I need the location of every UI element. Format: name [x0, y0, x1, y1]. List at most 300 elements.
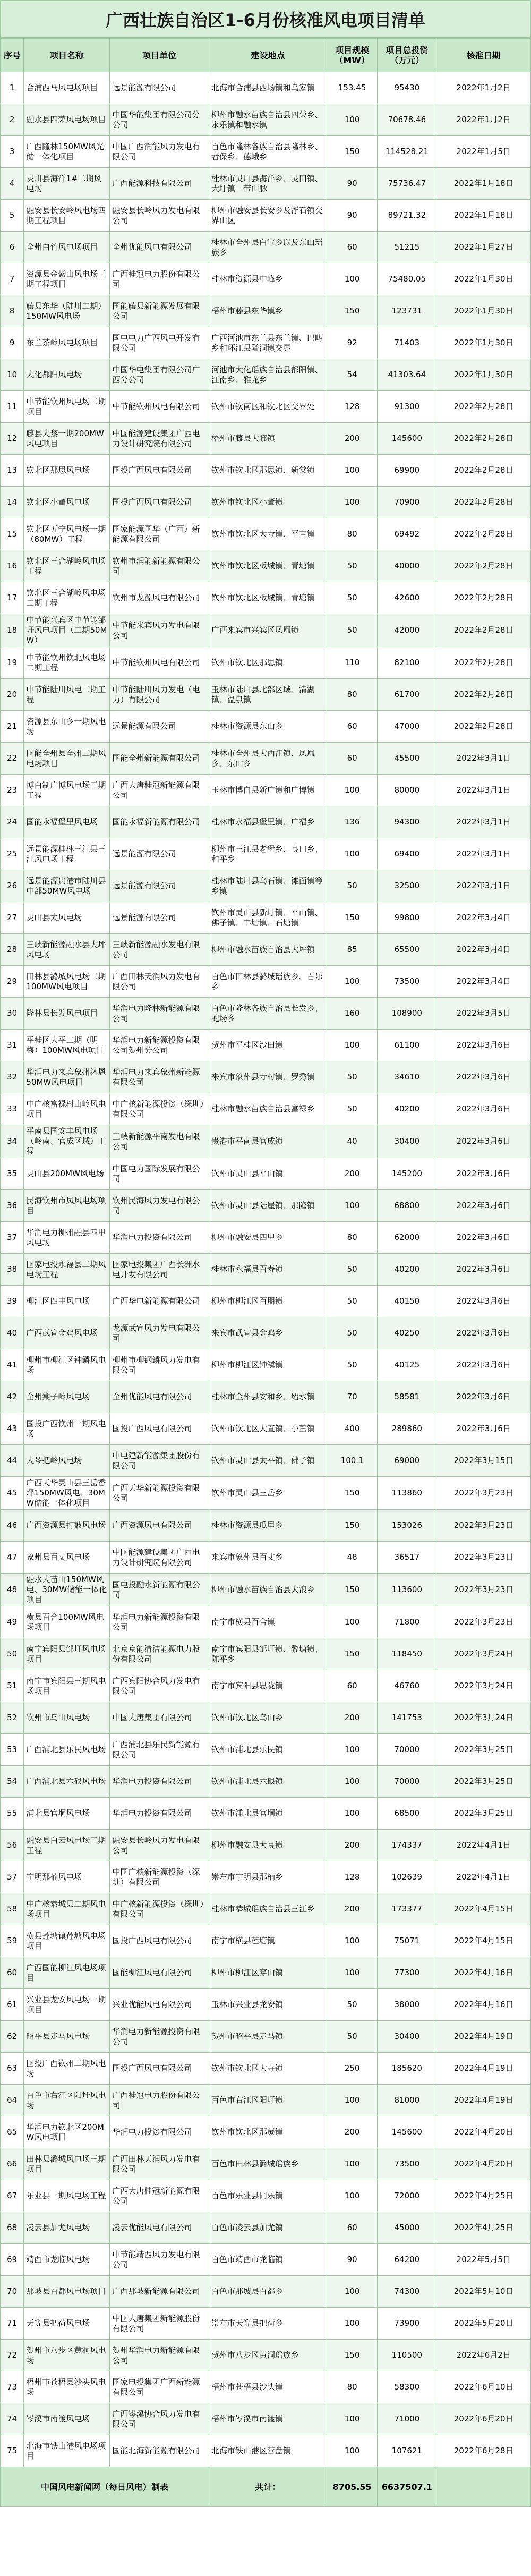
cell-capacity: 150 — [327, 295, 377, 327]
cell-location: 钦州市钦北区板城镇、青塘镇 — [209, 550, 327, 582]
cell-location: 桂林市恭城瑶族自治县三江乡 — [209, 1893, 327, 1925]
cell-investment: 71800 — [378, 1606, 436, 1638]
cell-investment: 51215 — [378, 232, 436, 263]
cell-investment: 65500 — [378, 934, 436, 966]
cell-capacity: 150 — [327, 136, 377, 168]
cell-investment: 153026 — [378, 1510, 436, 1542]
cell-location: 钦州市钦北区那蒙镇 — [209, 2116, 327, 2148]
cell-company: 贺州华润电力新能源有限公司 — [110, 2340, 209, 2371]
cell-capacity: 100 — [327, 263, 377, 295]
cell-approval-date: 2022年3月24日 — [436, 1638, 531, 1670]
cell-investment: 30400 — [378, 2021, 436, 2053]
cell-index: 72 — [1, 2340, 24, 2371]
cell-capacity: 60 — [327, 711, 377, 743]
cell-location: 贺州市昭平县走马镇 — [209, 2021, 327, 2053]
cell-capacity: 48 — [327, 1542, 377, 1574]
cell-approval-date: 2022年2月28日 — [436, 679, 531, 711]
cell-project-name: 钦北区那思风电场 — [24, 455, 110, 487]
cell-approval-date: 2022年2月28日 — [436, 582, 531, 614]
cell-investment: 61700 — [378, 679, 436, 711]
cell-index: 3 — [1, 136, 24, 168]
cell-location: 柳州市融安县大良镇 — [209, 1830, 327, 1861]
cell-index: 39 — [1, 1286, 24, 1317]
cell-investment: 71000 — [378, 2403, 436, 2435]
cell-capacity: 400 — [327, 1413, 377, 1445]
cell-index: 56 — [1, 1830, 24, 1861]
cell-location: 桂林市全州县大西江镇、凤凰乡、东山乡 — [209, 743, 327, 775]
cell-index: 15 — [1, 518, 24, 550]
cell-investment: 73500 — [378, 966, 436, 998]
cell-investment: 107621 — [378, 2435, 436, 2467]
cell-company: 国投广西风电有限公司 — [110, 455, 209, 487]
cell-index: 55 — [1, 1798, 24, 1830]
cell-capacity: 80 — [327, 2371, 377, 2403]
cell-location: 梧州市岑溪市南渡镇 — [209, 2403, 327, 2435]
cell-location: 桂林市陆川县乌石镇、滩面镇等乡镇 — [209, 870, 327, 902]
cell-project-name: 灵山县太风电场 — [24, 902, 110, 934]
table-row — [1, 1861, 531, 1893]
cell-index: 12 — [1, 423, 24, 455]
cell-capacity: 160 — [327, 998, 377, 1030]
cell-location: 柳州市融安县四甲乡 — [209, 1222, 327, 1254]
cell-location: 百色市靖西市龙临镇 — [209, 2244, 327, 2276]
cell-project-name: 融水县四荣风电场项目 — [24, 104, 110, 136]
cell-location: 钦州市灵山县三岳乡 — [209, 1477, 327, 1510]
cell-investment: 108900 — [378, 998, 436, 1030]
footer-source: 中国风电新闻网（每日风电）制表 — [1, 2467, 209, 2507]
cell-index: 65 — [1, 2116, 24, 2148]
cell-location: 钦州市钦北区大直镇、小董镇 — [209, 1413, 327, 1445]
cell-company: 国投广西风电有限公司 — [110, 487, 209, 518]
cell-approval-date: 2022年3月4日 — [436, 902, 531, 934]
cell-investment: 110500 — [378, 2340, 436, 2371]
table-row — [1, 168, 531, 200]
cell-location: 钦州市浦北县乐民镇 — [209, 1734, 327, 1766]
cell-company: 华润电力新能源投资有限公司 — [110, 2021, 209, 2053]
cell-location: 桂林市资源县瓜里乡 — [209, 1510, 327, 1542]
cell-location: 贺州市平桂区沙田镇 — [209, 1030, 327, 1061]
cell-approval-date: 2022年3月5日 — [436, 998, 531, 1030]
cell-index: 5 — [1, 200, 24, 232]
cell-company: 远景能源有限公司 — [110, 838, 209, 870]
cell-approval-date: 2022年3月25日 — [436, 1766, 531, 1798]
cell-approval-date: 2022年3月1日 — [436, 806, 531, 838]
cell-location: 广西河池市东兰县东兰镇、巴畴乡和环江县隘洞镇交界 — [209, 327, 327, 359]
cell-investment: 64200 — [378, 2244, 436, 2276]
cell-project-name: 全州白竹风电场项目 — [24, 232, 110, 263]
table-row — [1, 1542, 531, 1574]
cell-location: 柳州市融水苗族自治县大坪镇 — [209, 934, 327, 966]
cell-capacity: 40 — [327, 1125, 377, 1158]
cell-capacity: 100 — [327, 2085, 377, 2116]
cell-location: 桂林市永福县百寿镇 — [209, 1254, 327, 1286]
cell-index: 68 — [1, 2212, 24, 2244]
cell-index: 45 — [1, 1477, 24, 1510]
cell-project-name: 远景能源贵港市陆川县中部50MW风电场 — [24, 870, 110, 902]
cell-approval-date: 2022年1月30日 — [436, 295, 531, 327]
cell-location: 百色市隆林各族自治县隆林乡、者保乡、德峨乡 — [209, 136, 327, 168]
cell-approval-date: 2022年3月6日 — [436, 1030, 531, 1061]
table-row — [1, 2021, 531, 2053]
cell-location: 钦州市钦北区乌山乡 — [209, 1702, 327, 1734]
cell-company: 国投广西风电有限公司 — [110, 1413, 209, 1445]
cell-investment: 58300 — [378, 2371, 436, 2403]
cell-index: 73 — [1, 2371, 24, 2403]
cell-approval-date: 2022年3月4日 — [436, 966, 531, 998]
cell-company: 钦州民海风力发电有限公司 — [110, 1190, 209, 1222]
cell-capacity: 150 — [327, 902, 377, 934]
cell-index: 17 — [1, 582, 24, 614]
table-row — [1, 2340, 531, 2371]
cell-capacity: 50 — [327, 2021, 377, 2053]
cell-project-name: 国能永福堡里风电场 — [24, 806, 110, 838]
cell-project-name: 钦北区三合湖岭风电场工程 — [24, 550, 110, 582]
cell-investment: 89721.32 — [378, 200, 436, 232]
cell-investment: 69492 — [378, 518, 436, 550]
cell-project-name: 天等县把荷风电场 — [24, 2308, 110, 2340]
cell-index: 62 — [1, 2021, 24, 2053]
cell-approval-date: 2022年4月19日 — [436, 2021, 531, 2053]
cell-company: 中国能源建设集团广西电力设计研究院有限公司 — [110, 423, 209, 455]
cell-capacity: 136 — [327, 806, 377, 838]
cell-company: 中电建新能源集团股份有限公司 — [110, 1445, 209, 1477]
table-row — [1, 679, 531, 711]
table-row — [1, 104, 531, 136]
cell-project-name: 合浦西马风电场项目 — [24, 72, 110, 104]
cell-approval-date: 2022年3月23日 — [436, 1606, 531, 1638]
table-row — [1, 1830, 531, 1861]
footer-total-label: 共计： — [209, 2467, 327, 2507]
table-row — [1, 934, 531, 966]
cell-approval-date: 2022年1月5日 — [436, 136, 531, 168]
cell-index: 44 — [1, 1445, 24, 1477]
cell-index: 59 — [1, 1925, 24, 1957]
table-row — [1, 1734, 531, 1766]
cell-company: 龙源武宣风力发电有限公司 — [110, 1317, 209, 1349]
table-row — [1, 1702, 531, 1734]
cell-location: 柳州市柳江区穿山镇 — [209, 1957, 327, 1989]
cell-location: 南宁市横县百合镇 — [209, 1606, 327, 1638]
cell-investment: 36517 — [378, 1542, 436, 1574]
cell-index: 40 — [1, 1317, 24, 1349]
cell-company: 广西田林天润风力发电有限公司 — [110, 2148, 209, 2180]
cell-company: 国投广西风电有限公司 — [110, 1925, 209, 1957]
table-row — [1, 775, 531, 806]
cell-investment: 46760 — [378, 1670, 436, 1702]
cell-index: 58 — [1, 1893, 24, 1925]
cell-project-name: 隆林县长发风电项目 — [24, 998, 110, 1030]
cell-location: 桂林市融水苗族自治县富禄乡 — [209, 1093, 327, 1125]
table-row — [1, 1030, 531, 1061]
cell-company: 广西浦北县乐民新能源有限公司 — [110, 1734, 209, 1766]
cell-capacity: 60 — [327, 1670, 377, 1702]
header-index: 序号 — [1, 39, 24, 72]
cell-index: 27 — [1, 902, 24, 934]
cell-location: 南宁市宾阳县思陇镇 — [209, 1670, 327, 1702]
cell-index: 43 — [1, 1413, 24, 1445]
cell-capacity: 100 — [327, 1798, 377, 1830]
cell-project-name: 横县百合100MW风电场项目 — [24, 1606, 110, 1638]
cell-approval-date: 2022年2月28日 — [436, 550, 531, 582]
cell-project-name: 华润电力柳州融县四甲风电场 — [24, 1222, 110, 1254]
cell-project-name: 田林县潞城风电场二期100MW风电项目 — [24, 966, 110, 998]
cell-project-name: 中节能陆川风电二期工程 — [24, 679, 110, 711]
cell-approval-date: 2022年2月28日 — [436, 423, 531, 455]
cell-index: 13 — [1, 455, 24, 487]
cell-approval-date: 2022年4月1日 — [436, 1861, 531, 1893]
table-row — [1, 870, 531, 902]
cell-approval-date: 2022年1月18日 — [436, 168, 531, 200]
table-row — [1, 72, 531, 104]
cell-investment: 40250 — [378, 1317, 436, 1349]
cell-project-name: 南宁宾阳县邹圩风电场项目 — [24, 1638, 110, 1670]
cell-project-name: 兴业县龙安风电场一期项目 — [24, 1989, 110, 2021]
cell-investment: 61100 — [378, 1030, 436, 1061]
cell-approval-date: 2022年2月28日 — [436, 391, 531, 423]
cell-capacity: 200 — [327, 1893, 377, 1925]
cell-investment: 145200 — [378, 1158, 436, 1190]
cell-index: 11 — [1, 391, 24, 423]
cell-project-name: 中节能钦州钦北风电场二期工程 — [24, 647, 110, 679]
cell-capacity: 100 — [327, 1766, 377, 1798]
cell-index: 61 — [1, 1989, 24, 2021]
cell-index: 46 — [1, 1510, 24, 1542]
cell-approval-date: 2022年2月28日 — [436, 487, 531, 518]
header-approval-date: 核准日期 — [436, 39, 531, 72]
cell-project-name: 融水大苗山150MW风电、30MW储能一体化项目 — [24, 1574, 110, 1606]
cell-approval-date: 2022年3月6日 — [436, 1222, 531, 1254]
cell-capacity: 50 — [327, 614, 377, 647]
cell-capacity: 150 — [327, 1477, 377, 1510]
cell-capacity: 150 — [327, 1638, 377, 1670]
table-row — [1, 1766, 531, 1798]
cell-approval-date: 2022年2月28日 — [436, 647, 531, 679]
cell-index: 30 — [1, 998, 24, 1030]
cell-company: 中国华电集团有限公司广西分公司 — [110, 359, 209, 391]
cell-location: 北海市合浦县西场镇和乌家镇 — [209, 72, 327, 104]
cell-index: 54 — [1, 1766, 24, 1798]
cell-capacity: 50 — [327, 1061, 377, 1093]
cell-capacity: 100 — [327, 775, 377, 806]
cell-capacity: 153.45 — [327, 72, 377, 104]
cell-capacity: 50 — [327, 1349, 377, 1381]
table-row — [1, 423, 531, 455]
cell-project-name: 靖西市龙临风电场 — [24, 2244, 110, 2276]
cell-capacity: 50 — [327, 1989, 377, 2021]
cell-index: 64 — [1, 2085, 24, 2116]
cell-approval-date: 2022年4月20日 — [436, 2148, 531, 2180]
cell-approval-date: 2022年3月6日 — [436, 1190, 531, 1222]
cell-investment: 70000 — [378, 1734, 436, 1766]
cell-company: 广西桂冠电力股份有限公司 — [110, 2085, 209, 2116]
cell-capacity: 250 — [327, 2053, 377, 2085]
cell-approval-date: 2022年2月28日 — [436, 614, 531, 647]
cell-location: 梧州市苍梧县沙头镇 — [209, 2371, 327, 2403]
cell-investment: 123731 — [378, 295, 436, 327]
cell-index: 50 — [1, 1638, 24, 1670]
cell-company: 广西华电新能源有限公司 — [110, 1286, 209, 1317]
table-row — [1, 1286, 531, 1317]
cell-project-name: 国投广西钦州一期风电场 — [24, 1413, 110, 1445]
cell-company: 柳州市柳钢鳞风力发电有限公司 — [110, 1349, 209, 1381]
cell-investment: 99800 — [378, 902, 436, 934]
cell-approval-date: 2022年6月10日 — [436, 2371, 531, 2403]
cell-project-name: 柳州市柳江区钟鳞风电场 — [24, 1349, 110, 1381]
table-row — [1, 1957, 531, 1989]
cell-approval-date: 2022年3月6日 — [436, 1286, 531, 1317]
cell-project-name: 百色市右江区阳圩风电场 — [24, 2085, 110, 2116]
cell-investment: 40000 — [378, 550, 436, 582]
cell-location: 贺州市八步区黄洞瑶族乡 — [209, 2340, 327, 2371]
cell-investment: 118450 — [378, 1638, 436, 1670]
cell-index: 41 — [1, 1349, 24, 1381]
cell-capacity: 150 — [327, 2340, 377, 2371]
cell-index: 14 — [1, 487, 24, 518]
cell-capacity: 100 — [327, 2435, 377, 2467]
cell-location: 来宾市武宣县金鸡乡 — [209, 1317, 327, 1349]
cell-index: 60 — [1, 1957, 24, 1989]
cell-investment: 74300 — [378, 2276, 436, 2308]
cell-company: 中国大唐集团有限公司 — [110, 1702, 209, 1734]
cell-investment: 73900 — [378, 2308, 436, 2340]
cell-approval-date: 2022年3月23日 — [436, 1510, 531, 1542]
cell-company: 融安县长岭风力发电有限公司 — [110, 1830, 209, 1861]
cell-investment: 40200 — [378, 1093, 436, 1125]
cell-investment: 185620 — [378, 2053, 436, 2085]
cell-index: 7 — [1, 263, 24, 295]
cell-location: 南宁市横县莲塘镇 — [209, 1925, 327, 1957]
cell-index: 19 — [1, 647, 24, 679]
cell-company: 广西岑溪协合风力发电有限公司 — [110, 2403, 209, 2435]
header-company: 项目单位 — [110, 39, 209, 72]
cell-index: 23 — [1, 775, 24, 806]
cell-location: 来宾市象州县百丈乡 — [209, 1542, 327, 1574]
table-row — [1, 2308, 531, 2340]
cell-approval-date: 2022年3月6日 — [436, 1061, 531, 1093]
cell-company: 国家能源国华（广西）新能源有限公司 — [110, 518, 209, 550]
table-row — [1, 1093, 531, 1125]
cell-project-name: 广西国能柳江风电场项目 — [24, 1957, 110, 1989]
cell-approval-date: 2022年3月1日 — [436, 838, 531, 870]
cell-location: 玉林市兴业县龙安镇 — [209, 1989, 327, 2021]
cell-capacity: 50 — [327, 1254, 377, 1286]
cell-capacity: 100 — [327, 1030, 377, 1061]
cell-investment: 174337 — [378, 1830, 436, 1861]
cell-location: 百色市隆林各族自治县长发乡、蛇场乡 — [209, 998, 327, 1030]
cell-approval-date: 2022年4月16日 — [436, 1989, 531, 2021]
cell-index: 10 — [1, 359, 24, 391]
cell-index: 16 — [1, 550, 24, 582]
cell-project-name: 全州棠子岭风电场 — [24, 1381, 110, 1413]
cell-approval-date: 2022年3月15日 — [436, 1445, 531, 1477]
cell-capacity: 100 — [327, 104, 377, 136]
cell-index: 42 — [1, 1381, 24, 1413]
cell-project-name: 融安县白云风电场三期工程 — [24, 1830, 110, 1861]
cell-index: 74 — [1, 2403, 24, 2435]
cell-index: 51 — [1, 1670, 24, 1702]
cell-investment: 40150 — [378, 1286, 436, 1317]
cell-location: 柳州市融水苗族自治县四荣乡、永乐镇和融水镇 — [209, 104, 327, 136]
cell-capacity: 200 — [327, 2116, 377, 2148]
table-row — [1, 1510, 531, 1542]
table-row — [1, 1254, 531, 1286]
cell-project-name: 昭平县走马风电场 — [24, 2021, 110, 2053]
cell-company: 广西田林天润风力发电有限公司 — [110, 966, 209, 998]
cell-company: 远景能源有限公司 — [110, 72, 209, 104]
cell-index: 18 — [1, 614, 24, 647]
table-row — [1, 1670, 531, 1702]
cell-company: 钦州市龙源风电有限公司 — [110, 582, 209, 614]
cell-capacity: 100 — [327, 2403, 377, 2435]
cell-location: 梧州市藤县东华镇乡 — [209, 295, 327, 327]
cell-location: 桂林市资源县东山乡 — [209, 711, 327, 743]
cell-company: 中节能靖西风力发电有限公司 — [110, 2244, 209, 2276]
cell-investment: 75736.47 — [378, 168, 436, 200]
cell-company: 全州优能风电有限公司 — [110, 232, 209, 263]
cell-investment: 102639 — [378, 1861, 436, 1893]
cell-project-name: 华润电力钦北区200MW风电项目 — [24, 2116, 110, 2148]
cell-index: 31 — [1, 1030, 24, 1061]
table-row — [1, 614, 531, 647]
cell-company: 华润电力投资有限公司 — [110, 1222, 209, 1254]
cell-index: 75 — [1, 2435, 24, 2467]
cell-project-name: 三峡新能源融水县大坪风电场 — [24, 934, 110, 966]
cell-investment: 70900 — [378, 487, 436, 518]
cell-company: 国投广西风电有限公司 — [110, 2053, 209, 2085]
cell-project-name: 资源县东山乡一期风电场 — [24, 711, 110, 743]
cell-capacity: 50 — [327, 1093, 377, 1125]
cell-project-name: 中广核富禄村山岭风电项目 — [24, 1093, 110, 1125]
cell-project-name: 钦州市乌山风电场 — [24, 1702, 110, 1734]
cell-index: 53 — [1, 1734, 24, 1766]
cell-index: 6 — [1, 232, 24, 263]
cell-company: 国家电投集团广西新能源有限公司 — [110, 2371, 209, 2403]
cell-location: 钦州市钦南区和钦北区交界处 — [209, 391, 327, 423]
cell-location: 柳州市柳江区百朋镇 — [209, 1286, 327, 1317]
cell-project-name: 广西资源县打鼓风电场 — [24, 1510, 110, 1542]
cell-company: 广西那坡新能源有限公司 — [110, 2276, 209, 2308]
cell-capacity: 150 — [327, 1574, 377, 1606]
cell-approval-date: 2022年2月28日 — [436, 455, 531, 487]
cell-project-name: 岑溪市南渡风电场 — [24, 2403, 110, 2435]
cell-investment: 69400 — [378, 838, 436, 870]
cell-company: 广西大唐桂冠新能源有限公司 — [110, 2180, 209, 2212]
cell-approval-date: 2022年6月20日 — [436, 2403, 531, 2435]
cell-investment: 73500 — [378, 2148, 436, 2180]
cell-approval-date: 2022年5月10日 — [436, 2276, 531, 2308]
cell-project-name: 梧州市苍梧县沙头风电场 — [24, 2371, 110, 2403]
cell-approval-date: 2022年4月25日 — [436, 2180, 531, 2212]
cell-index: 36 — [1, 1190, 24, 1222]
cell-location: 崇左市宁明县那楠乡 — [209, 1861, 327, 1893]
cell-location: 贵港市平南县官成镇 — [209, 1125, 327, 1158]
cell-approval-date: 2022年3月25日 — [436, 1798, 531, 1830]
cell-investment: 81000 — [378, 2085, 436, 2116]
table-row — [1, 1477, 531, 1510]
cell-project-name: 浦北县官垌风电场 — [24, 1798, 110, 1830]
cell-location: 柳州市融安县长安乡及浮石镇交界山区 — [209, 200, 327, 232]
cell-investment: 40125 — [378, 1349, 436, 1381]
cell-investment: 113600 — [378, 1574, 436, 1606]
cell-index: 26 — [1, 870, 24, 902]
cell-capacity: 100 — [327, 838, 377, 870]
cell-capacity: 70 — [327, 1381, 377, 1413]
cell-project-name: 国能全州县全州二期风电场项目 — [24, 743, 110, 775]
cell-company: 国能北海新能源有限公司 — [110, 2435, 209, 2467]
cell-capacity: 100 — [327, 1734, 377, 1766]
cell-location: 钦州市钦北区那思镇、新棠镇 — [209, 455, 327, 487]
cell-index: 1 — [1, 72, 24, 104]
